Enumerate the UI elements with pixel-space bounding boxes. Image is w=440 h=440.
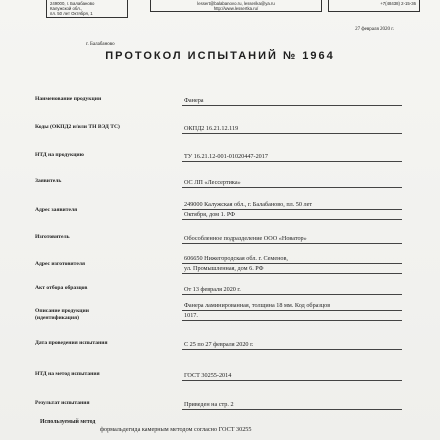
field-value bbox=[182, 400, 402, 410]
field-row-applicant-address bbox=[35, 201, 405, 227]
field-value-line: Приведен на стр. 2 bbox=[182, 400, 402, 410]
report-date: 27 февраля 2020 г. bbox=[355, 27, 394, 32]
field-row-test-result bbox=[35, 400, 405, 420]
field-value bbox=[182, 301, 402, 321]
field-label: Коды (ОКПД2 и/или ТН ВЭД ТС) bbox=[35, 124, 120, 130]
header-phone: +7(48438) 2-15-36 bbox=[380, 1, 416, 6]
field-label: Заявитель bbox=[35, 178, 62, 184]
field-value-line: 1017. bbox=[182, 311, 402, 321]
field-value bbox=[182, 178, 402, 188]
field-value bbox=[182, 200, 402, 220]
field-row-product-standard bbox=[35, 152, 405, 172]
field-value bbox=[182, 285, 402, 295]
field-value-line: Фанера ламинированная, толщина 18 мм. Код образцов bbox=[182, 301, 402, 311]
field-row-product-name bbox=[35, 96, 405, 116]
field-label: Изготовитель bbox=[35, 234, 70, 240]
header-phone-box bbox=[328, 0, 420, 12]
field-label: Акт отбора образцов bbox=[35, 285, 88, 291]
field-value-line: Октября, дом 1. РФ bbox=[182, 210, 402, 220]
field-value-line: От 13 февраля 2020 г. bbox=[182, 285, 402, 295]
field-row-test-date bbox=[35, 340, 405, 360]
field-value-line: 249000 Калужская обл., г. Балабаново, пл. 50 лет bbox=[182, 200, 402, 210]
field-label: Адрес изготовителя bbox=[35, 261, 85, 267]
field-value-line: ТУ 16.21.12-001-01020447-2017 bbox=[182, 152, 402, 162]
field-value-line: С 25 по 27 февраля 2020 г. bbox=[182, 340, 402, 350]
field-value bbox=[182, 254, 402, 274]
header-site: http://www.lessertka.ru/ bbox=[213, 6, 259, 12]
field-label: Адрес заявителя bbox=[35, 207, 78, 213]
field-label: Результат испытания bbox=[35, 400, 90, 406]
field-value-line: ОС ЛП «Лессертика» bbox=[182, 178, 402, 188]
method-label: Используемый метод bbox=[40, 419, 96, 425]
field-label: Дата проведения испытания bbox=[35, 340, 108, 346]
field-row-codes bbox=[35, 124, 405, 144]
field-row-product-description bbox=[35, 302, 405, 328]
field-value bbox=[182, 96, 402, 106]
field-value-line: Обособленное подразделение ООО «Новатор» bbox=[182, 234, 402, 244]
field-value bbox=[182, 234, 402, 244]
field-value bbox=[182, 152, 402, 162]
field-label: Наименование продукции bbox=[35, 96, 102, 102]
header-address-line: Калужской обл., bbox=[50, 6, 83, 12]
field-row-method-standard bbox=[35, 371, 405, 391]
header-address-line: 249000, г. Балабаново bbox=[50, 1, 95, 6]
field-row-applicant bbox=[35, 178, 405, 198]
report-city: г. Балабаново bbox=[86, 42, 115, 47]
header-contacts-box bbox=[150, 0, 322, 12]
header-email: lessert@balabanovo.ru, lesserika@ya.ru bbox=[197, 1, 275, 6]
method-text: формальдегида камерным методом согласно ГОСТ 30255 bbox=[100, 426, 252, 433]
field-row-manufacturer-address bbox=[35, 255, 405, 281]
field-label: Описание продукции (идентификация) bbox=[35, 308, 89, 321]
field-value bbox=[182, 124, 402, 134]
field-value-line: 606650 Нижегородская обл. г. Семенов, bbox=[182, 254, 402, 264]
field-value-line: ОКПД2 16.21.12.119 bbox=[182, 124, 402, 134]
report-title: ПРОТОКОЛ ИСПЫТАНИЙ № 1964 bbox=[105, 50, 335, 62]
field-value bbox=[182, 340, 402, 350]
header-address-line: пл. 50 лет Октября, 1 bbox=[50, 11, 93, 17]
field-value bbox=[182, 371, 402, 381]
field-label: НТД на метод испытания bbox=[35, 371, 100, 377]
field-value-line: ул. Промышленная, дом 6. РФ bbox=[182, 264, 402, 274]
field-label: НТД на продукцию bbox=[35, 152, 84, 158]
field-value-line: Фанера bbox=[182, 96, 402, 106]
header-address-box bbox=[46, 0, 128, 18]
field-row-manufacturer bbox=[35, 234, 405, 254]
field-value-line: ГОСТ 30255-2014 bbox=[182, 371, 402, 381]
method-section bbox=[40, 418, 420, 433]
